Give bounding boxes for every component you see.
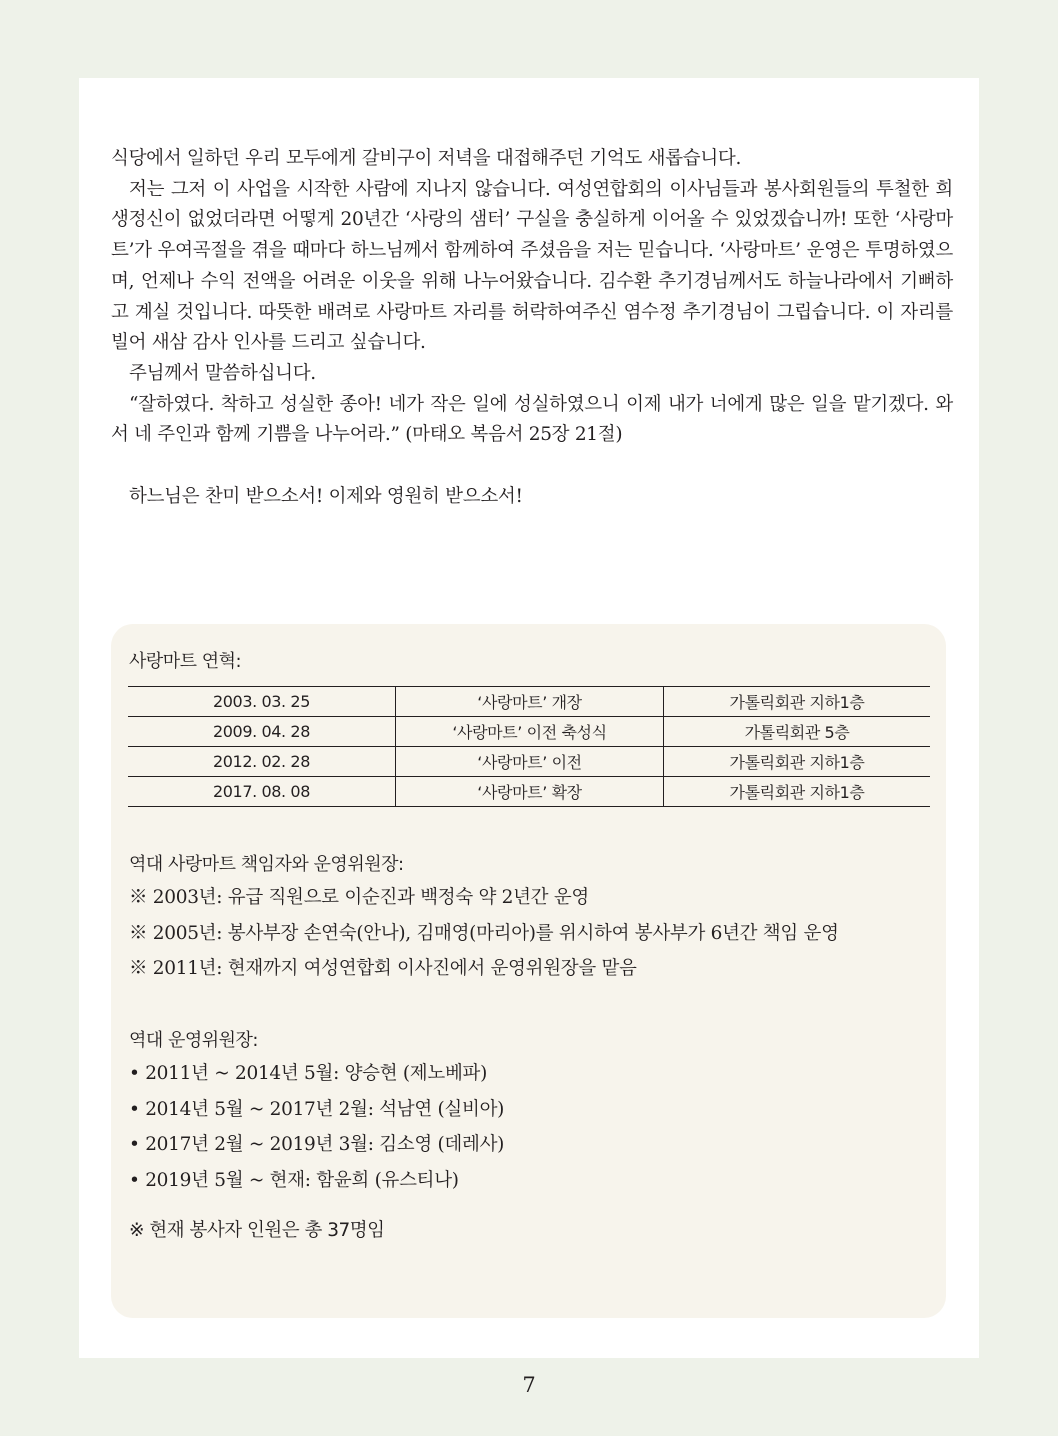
list-item: • 2014년 5월 ~ 2017년 2월: 석남연 (실비아)	[129, 1098, 505, 1120]
date-cell: 2009. 04. 28	[128, 717, 396, 747]
location-cell: 가톨릭회관 지하1층	[664, 687, 931, 717]
event-cell: ‘사랑마트’ 이전 축성식	[396, 717, 664, 747]
history-infobox	[111, 624, 946, 1318]
list-item: • 2011년 ~ 2014년 5월: 양승현 (제노베파)	[129, 1063, 488, 1084]
volunteers-note: ※ 현재 봉사자 인원은 총 37명임	[129, 1220, 385, 1241]
table-row	[128, 717, 930, 747]
location-cell: 가톨릭회관 지하1층	[664, 777, 931, 807]
managers-list	[129, 880, 839, 987]
scripture-quote: “잘하였다. 착하고 성실한 종아! 네가 작은 일에 성실하였으니 이제 내가 너에게 많은 일을 맡기겠다. 와서 네 주인과 함께 기쁨을 나누어라.” (마태오 복음서 25장 21절)	[111, 393, 953, 446]
page	[79, 78, 979, 1358]
paragraph: 식당에서 일하던 우리 모두에게 갈비구이 저녁을 대접해주던 기억도 새롭습니다.	[111, 148, 742, 169]
event-cell: ‘사랑마트’ 개장	[396, 687, 664, 717]
page-number: 7	[522, 1373, 536, 1397]
date-cell: 2003. 03. 25	[128, 687, 396, 717]
chairs-heading: 역대 운영위원장:	[129, 1030, 259, 1051]
location-cell: 가톨릭회관 5층	[664, 717, 931, 747]
closing-prayer: 하느님은 찬미 받으소서! 이제와 영원히 받으소서!	[129, 486, 523, 508]
list-item: • 2019년 5월 ~ 현재: 함윤희 (유스티나)	[129, 1169, 459, 1191]
location-cell: 가톨릭회관 지하1층	[664, 747, 931, 777]
paragraph: 저는 그저 이 사업을 시작한 사람에 지나지 않습니다. 여성연합회의 이사님들과 봉사회원들의 투철한 희생정신이 없었더라면 어떻게 20년간 ‘사랑의 샘터’ 구실을 충실하게 이어올 수 있었겠습니까! 또한 ‘사랑마트’가 우여곡절을 겪을 때마다 하느님께서 함께하여 주셨음을 저는 믿습니다. ‘사랑마트’ 운영은 투명하였으며, 언제나 수익 전액을 어려운 이웃을 위해 나누어왔습니다. 김수환 추기경님께서도 하늘나라에서 기뻐하고 계실 것입니다. 따뜻한 배려로 사랑마트 자리를 허락하여주신 염수정 추기경님이 그립습니다. 이 자리를 빌어 새삼 감사 인사를 드리고 싶습니다.	[111, 178, 953, 354]
date-cell: 2017. 08. 08	[128, 777, 396, 807]
list-item: ※ 2005년: 봉사부장 손연숙(안나), 김매영(마리아)를 위시하여 봉사부가 6년간 책임 운영	[129, 922, 839, 944]
event-cell: ‘사랑마트’ 이전	[396, 747, 664, 777]
list-item: ※ 2011년: 현재까지 여성연합회 이사진에서 운영위원장을 맡음	[129, 958, 637, 979]
table-row	[128, 747, 930, 777]
history-table	[128, 686, 930, 807]
table-row	[128, 687, 930, 717]
list-item: • 2017년 2월 ~ 2019년 3월: 김소영 (데레사)	[129, 1134, 505, 1155]
managers-heading: 역대 사랑마트 책임자와 운영위원장:	[129, 854, 404, 875]
history-heading: 사랑마트 연혁:	[129, 651, 242, 672]
table-row	[128, 777, 930, 807]
event-cell: ‘사랑마트’ 확장	[396, 777, 664, 807]
date-cell: 2012. 02. 28	[128, 747, 396, 777]
chairs-list	[129, 1056, 504, 1198]
list-item: ※ 2003년: 유급 직원으로 이순진과 백정숙 약 2년간 운영	[129, 887, 589, 908]
paragraph: 주님께서 말씀하십니다.	[129, 362, 316, 384]
body-text	[111, 144, 953, 513]
